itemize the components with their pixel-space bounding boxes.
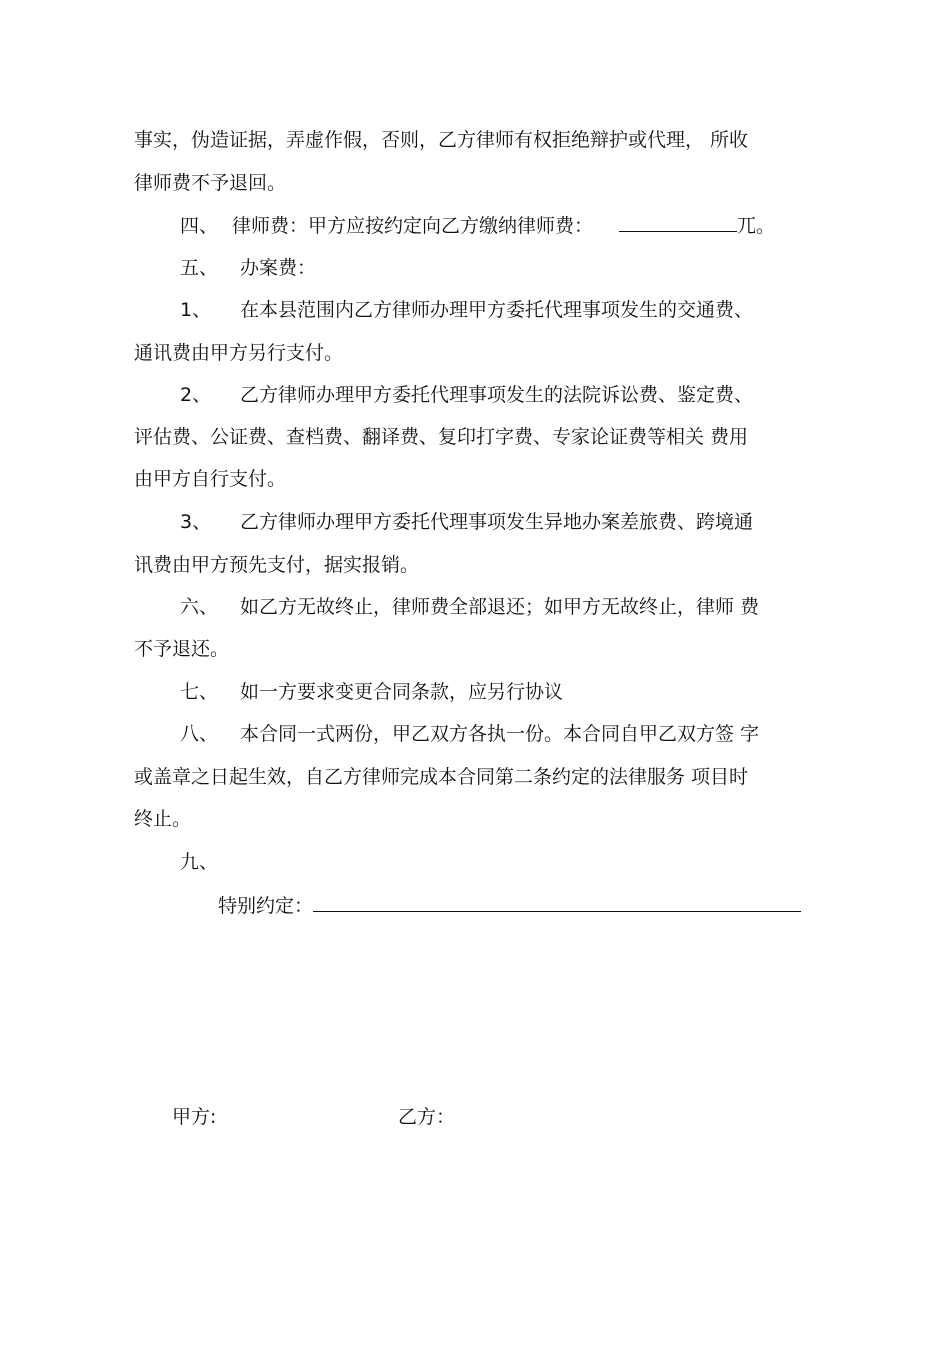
paragraph-line: 评估费、公证费、查档费、翻译费、复印打字费、专家论证费等相关 费用 [134, 426, 749, 448]
clause-text: 如乙方无故终止，律师费全部退还；如甲方无故终止，律师 费 [240, 596, 760, 618]
item-text: 在本县范围内乙方律师办理甲方委托代理事项发生的交通费、 [240, 299, 754, 321]
party-b-signature-label: 乙方： [398, 1106, 456, 1128]
item-2 [180, 383, 753, 407]
clause-7 [180, 680, 563, 704]
clause-text: 如一方要求变更合同条款，应另行协议 [240, 681, 564, 703]
paragraph-line: 讯费由甲方预先支付，据实报销。 [134, 554, 420, 576]
special-agreement-label: 特别约定： [218, 895, 314, 917]
clause-number: 九、 [180, 851, 219, 873]
item-number: 3、 [180, 511, 212, 533]
clause-number: 五、 [180, 257, 219, 279]
clause-number: 七、 [180, 681, 219, 703]
item-1 [180, 298, 753, 322]
paragraph-line: 律师费不予退回。 [134, 172, 287, 194]
paragraph-line: 由甲方自行支付。 [134, 468, 287, 490]
clause-4 [180, 213, 775, 238]
item-text: 乙方律师办理甲方委托代理事项发生的法院诉讼费、鉴定费、 [240, 384, 754, 406]
clause-text: 办案费： [240, 257, 317, 279]
paragraph-line: 通讯费由甲方另行支付。 [134, 342, 344, 364]
fee-blank-line [619, 213, 737, 232]
paragraph-line: 事实，伪造证据，弄虚作假，否则，乙方律师有权拒绝辩护或代理， 所收 [134, 129, 749, 151]
paragraph-line: 不予退还。 [134, 638, 230, 660]
paragraph-line: 或盖章之日起生效，自乙方律师完成本合同第二条约定的法律服务 项目时 [134, 766, 749, 788]
clause-9 [180, 850, 240, 874]
item-text: 乙方律师办理甲方委托代理事项发生异地办案差旅费、跨境通 [240, 511, 754, 533]
clause-5 [180, 256, 316, 280]
clause-number: 八、 [180, 723, 219, 745]
item-number: 1、 [180, 299, 212, 321]
clause-number: 六、 [180, 596, 219, 618]
party-a-signature-label: 甲方: [172, 1106, 217, 1128]
special-agreement-blank-line [313, 893, 801, 912]
clause-text: 本合同一式两份，甲乙双方各执一份。本合同自甲乙双方签 字 [240, 723, 760, 745]
clause-6 [180, 595, 759, 619]
paragraph-line: 终止。 [134, 808, 192, 830]
item-3 [180, 510, 753, 534]
clause-number: 四、 [180, 215, 219, 237]
special-agreement [218, 893, 801, 918]
fee-unit: 兀。 [737, 215, 776, 237]
clause-text: 律师费：甲方应按约定向乙方缴纳律师费： [232, 215, 594, 237]
clause-8 [180, 722, 759, 746]
item-number: 2、 [180, 384, 212, 406]
